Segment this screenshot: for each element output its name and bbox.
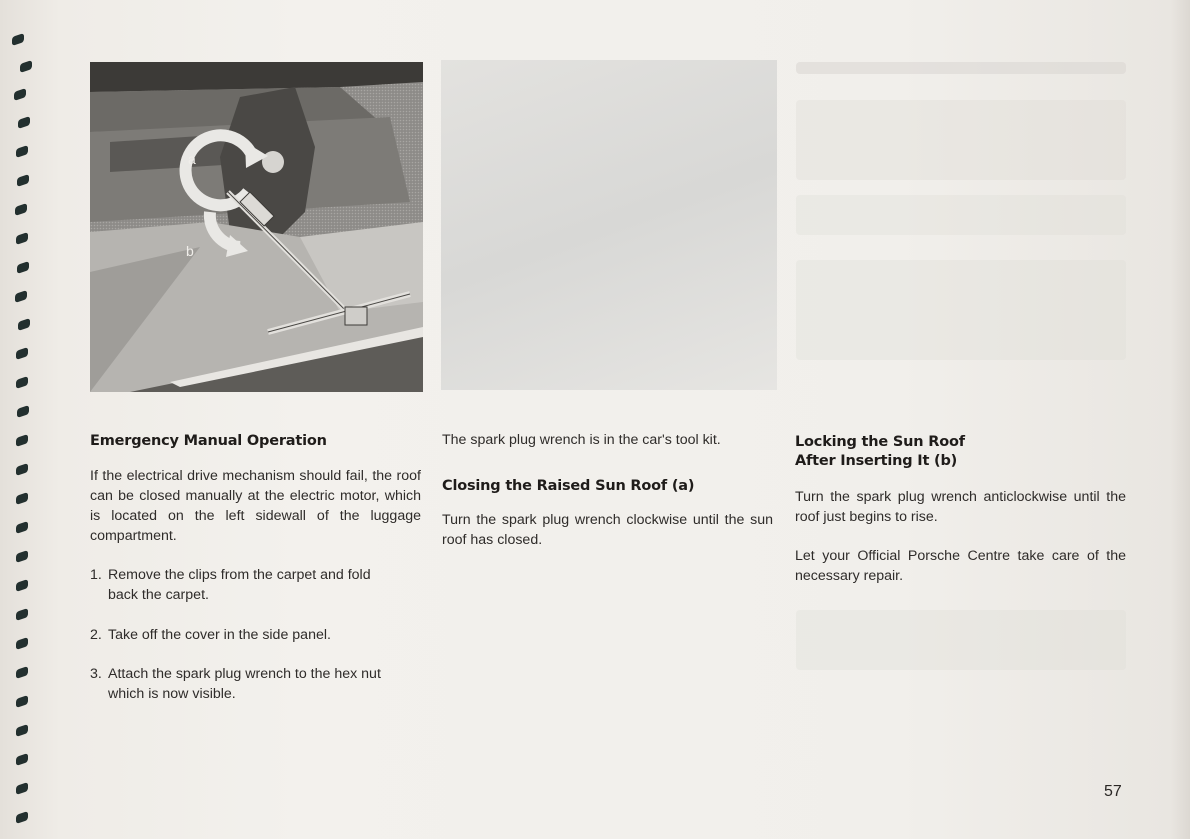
closing-heading: Closing the Raised Sun Roof (a) <box>442 478 695 494</box>
step-2 <box>90 625 421 645</box>
closing-text: Turn the spark plug wrench clockwise until the sun roof has closed. <box>442 512 773 548</box>
step-text: Attach the spark plug wrench to the hex nut <box>108 666 381 682</box>
faded-photo-area <box>441 60 777 390</box>
locking-heading-line1: Locking the Sun Roof <box>795 434 965 450</box>
tool-kit-note: The spark plug wrench is in the car's tool kit. <box>442 432 721 448</box>
step-text: Take off the cover in the side panel. <box>108 627 331 643</box>
wrench-illustration <box>90 62 423 392</box>
bleed-through <box>796 195 1126 235</box>
emergency-heading: Emergency Manual Operation <box>90 433 327 449</box>
emergency-intro: If the electrical drive mechanism should fail, the roof can be closed manually at the electric motor, which is located on the left sidewall of the luggage compartment. <box>90 468 421 544</box>
bleed-through <box>796 62 1126 74</box>
step-text: which is now visible. <box>108 686 236 702</box>
photo-label-a: a <box>188 151 196 167</box>
bleed-through <box>796 100 1126 180</box>
photo-label-b: b <box>186 243 194 259</box>
locking-heading-line2: After Inserting It (b) <box>795 453 958 469</box>
bleed-through <box>796 260 1126 360</box>
step-3 <box>90 664 421 704</box>
repair-text: Let your Official Porsche Centre take care of the necessary repair. <box>795 548 1126 584</box>
step-text: back the carpet. <box>108 587 209 603</box>
step-number: 1. <box>90 567 102 583</box>
step-1 <box>90 565 421 605</box>
locking-text: Turn the spark plug wrench anticlockwise until the roof just begins to rise. <box>795 489 1126 525</box>
step-number: 3. <box>90 666 102 682</box>
step-number: 2. <box>90 627 102 643</box>
bleed-through <box>796 610 1126 670</box>
step-text: Remove the clips from the carpet and fold <box>108 567 371 583</box>
page-number: 57 <box>1104 783 1122 800</box>
spiral-binding <box>0 0 40 839</box>
